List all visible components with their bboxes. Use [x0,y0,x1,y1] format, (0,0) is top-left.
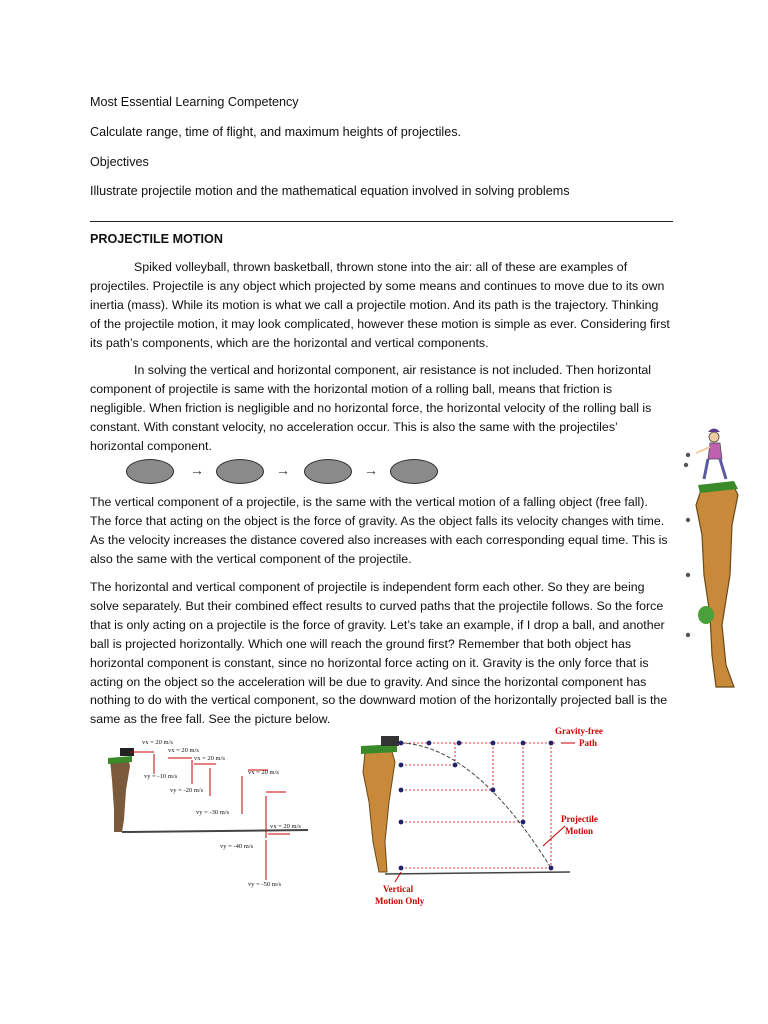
section-title: PROJECTILE MOTION [90,232,223,246]
velocity-label: vx = 20 m/s [142,739,173,746]
cliff-shape [363,748,395,872]
vertical-motion-label: Vertical [383,884,414,894]
objectives-text: Illustrate projectile motion and the mathematical equation involved in solving problems [90,184,570,198]
projectile-motion-label: Projectile [561,814,598,824]
right-arrow-icon: → [276,462,290,478]
ball-oval [304,459,352,484]
right-arrow-icon: → [190,462,204,478]
ball-oval [126,459,174,484]
paragraph-text: The horizontal and vertical component of projectile is independent form each other. So they are being solve separately. But their combined effect results to curved paths that the projectile follows. So the force that is only acting on a projectile is the force of gravity. Let’s take an example, if I drop a ball, and another ball is projected horizontally. Which one will reach the ground first? Remember that both object has horizontal component is constant, since no horizontal force acting on it. Gravity is the only force that is acting on the object so the acceleration will be due to gravity. And since the horizontal component has nothing to do with the vertical component, so the downward motion of the horizontally projected ball is the same as the free fall. See the picture below. [90,580,668,727]
ground-line [122,830,308,832]
dotted-guides [401,743,555,868]
projectile-path-figure [355,722,620,912]
cliff-shape [696,483,738,687]
position-dots [399,741,554,871]
gravity-free-label: Path [579,738,597,748]
competency-label: Most Essential Learning Competency [90,95,299,109]
gravity-free-label: Gravity-free [555,726,603,736]
velocity-label: vy = -20 m/s [170,787,204,794]
velocity-label: vy = -10 m/s [144,773,178,780]
paragraph-text: In solving the vertical and horizontal component, air resistance is not included. Then horizontal component of projectile is same with the horizontal motion of a rolling ball, means that friction is negligible. When friction is negligible and no horizontal force, the horizontal velocity of the rolling ball is constant. With constant velocity, no acceleration occur. This is also the same with the projectiles’ horizontal component. [90,363,652,453]
climber-arm [696,447,710,453]
paragraph-text: Spiked volleyball, thrown basketball, thrown stone into the air: all of these are examples of projectiles. Projectile is any object which projected by some means and continues to move due to its own inertia (mass). While its motion is what we call a projectile motion. And its path is the trajectory. Thinking of the projectile motion, it may look complicated, however these motion is simple as ever. Considering first its path’s components, which are the horizontal and vertical components. [90,260,670,350]
label-arrow-icon [543,826,565,846]
falling-ball [686,453,690,457]
falling-ball [684,463,688,467]
paragraph-1 [90,258,670,353]
objectives-label: Objectives [90,155,149,169]
bush [698,606,714,624]
falling-ball [686,573,690,577]
velocity-label: vx = 20 m/s [168,747,199,754]
velocity-label: vx = 20 m/s [248,769,279,776]
velocity-label: vx = 20 m/s [194,755,225,762]
right-arrow-icon: → [364,462,378,478]
velocity-label: vy = -40 m/s [220,843,254,850]
ground-line [385,872,570,874]
climber-legs [704,459,726,479]
velocity-label: vy = -30 m/s [196,809,230,816]
small-cliff [110,758,130,832]
paragraph-text: The vertical component of a projectile, is the same with the vertical motion of a falling object (free fall). The force that acting on the object is the force of gravity. As the object falls its velocity changes with time. As the velocity increases the distance covered also increases with each corresponding equal time. This is also the same with the vertical component of the projectile. [90,495,668,566]
projectile-trajectory [401,743,551,868]
cliff-climber-illustration [672,425,768,690]
rolling-ball-illustration [126,459,466,485]
competency-text: Calculate range, time of flight, and maximum heights of projectiles. [90,125,461,139]
climber-hat [708,429,720,433]
paragraph-3 [90,493,670,569]
projectile-motion-label: Motion [565,826,593,836]
divider-rule [90,221,673,222]
ball-oval [390,459,438,484]
falling-ball [686,518,690,522]
velocity-components-figure [108,730,338,900]
cannon-icon [381,736,399,746]
ball-oval [216,459,264,484]
climber-head [709,432,719,442]
velocity-label: vy = -50 m/s [248,881,282,888]
climber-body [708,443,722,459]
paragraph-2 [90,361,670,456]
paragraph-4 [90,578,670,729]
falling-ball [686,633,690,637]
vertical-motion-label: Motion Only [375,896,425,906]
velocity-label: vx = 20 m/s [270,823,301,830]
